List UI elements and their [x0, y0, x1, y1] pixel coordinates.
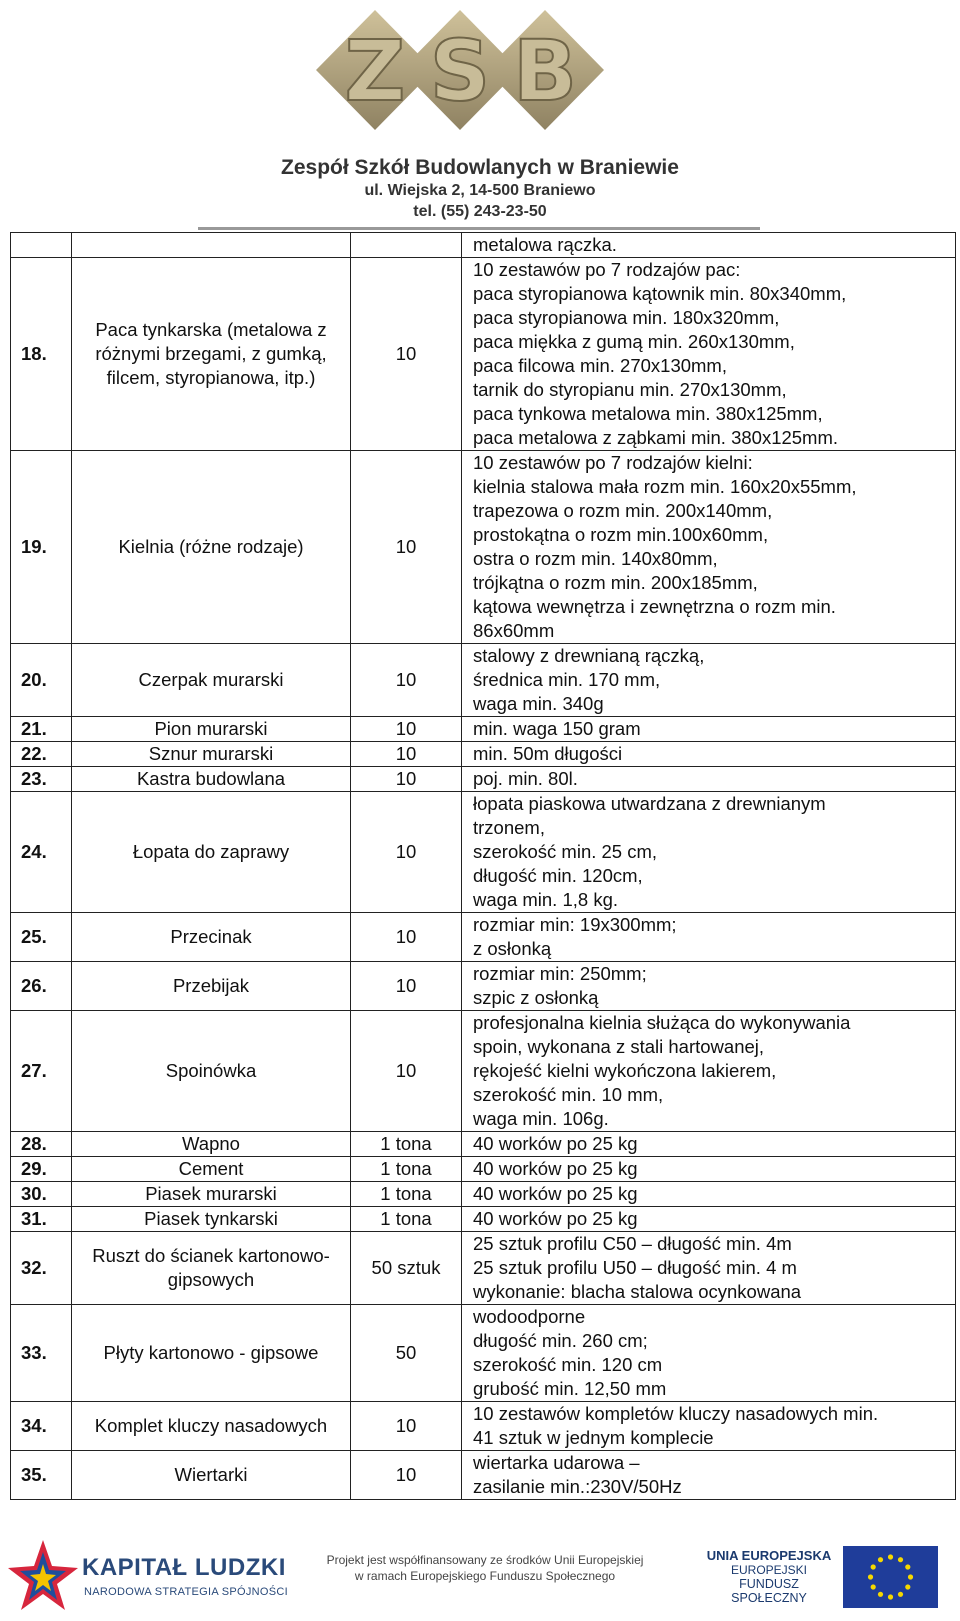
- item-description: min. waga 150 gram: [462, 717, 956, 742]
- item-description: 25 sztuk profilu C50 – długość min. 4m 25 sztuk profilu U50 – długość min. 4 m wykonanie: blacha stalowa ocynkowana: [462, 1232, 956, 1305]
- table-row: [11, 451, 956, 644]
- item-description: 10 zestawów po 7 rodzajów kielni: kielnia stalowa mała rozm min. 160x20x55mm, trapezowa o rozm min. 200x140mm, prostokątna o rozm min.100x60mm, ostra o rozm min. 140x80mm, trójkątna o rozm min. 200x185mm, kątowa wewnętrza i zewnętrzna o rozm min. 86x60mm: [462, 451, 956, 644]
- ue-label-line2: EUROPEJSKI: [730, 1563, 808, 1577]
- item-quantity: 10: [351, 717, 462, 742]
- item-name: Czerpak murarski: [72, 644, 351, 717]
- table-row: [11, 962, 956, 1011]
- page-footer: [0, 1530, 960, 1621]
- eu-star-icon: [905, 1584, 910, 1589]
- eu-flag-icon: [843, 1546, 938, 1608]
- item-description: 40 worków po 25 kg: [462, 1182, 956, 1207]
- eu-star-icon: [871, 1584, 876, 1589]
- eu-star-icon: [878, 1557, 883, 1562]
- item-name: Przecinak: [72, 913, 351, 962]
- item-quantity: 10: [351, 1402, 462, 1451]
- item-number: 27.: [11, 1011, 72, 1132]
- table-row: [11, 233, 956, 258]
- item-name: Sznur murarski: [72, 742, 351, 767]
- item-description: poj. min. 80l.: [462, 767, 956, 792]
- item-quantity: 10: [351, 792, 462, 913]
- ue-label-line1: UNIA EUROPEJSKA: [706, 1548, 832, 1563]
- item-name: Piasek murarski: [72, 1182, 351, 1207]
- svg-text:B: B: [512, 22, 578, 120]
- project-note: [300, 1552, 670, 1584]
- table-row: [11, 1182, 956, 1207]
- item-name: Komplet kluczy nasadowych: [72, 1402, 351, 1451]
- item-quantity: 10: [351, 1451, 462, 1500]
- item-name: [72, 233, 351, 258]
- item-number: 19.: [11, 451, 72, 644]
- item-description: łopata piaskowa utwardzana z drewnianym trzonem, szerokość min. 25 cm, długość min. 120cm, waga min. 1,8 kg.: [462, 792, 956, 913]
- table-row: [11, 1232, 956, 1305]
- table-row: [11, 1305, 956, 1402]
- item-quantity: 50 sztuk: [351, 1232, 462, 1305]
- item-description: stalowy z drewnianą rączką, średnica min. 170 mm, waga min. 340g: [462, 644, 956, 717]
- item-quantity: 10: [351, 451, 462, 644]
- eu-star-icon: [888, 1594, 893, 1599]
- item-quantity: 1 tona: [351, 1182, 462, 1207]
- item-description: 10 zestawów kompletów kluczy nasadowych min. 41 sztuk w jednym komplecie: [462, 1402, 956, 1451]
- item-name: Przebijak: [72, 962, 351, 1011]
- item-quantity: 10: [351, 962, 462, 1011]
- table-row: [11, 258, 956, 451]
- school-name: Zespół Szkół Budowlanych w Braniewie: [281, 156, 679, 179]
- table-row: [11, 717, 956, 742]
- kapital-ludzki-subtitle: NARODOWA STRATEGIA SPÓJNOŚCI: [84, 1586, 288, 1598]
- item-name: Spoinówka: [72, 1011, 351, 1132]
- item-name: Paca tynkarska (metalowa z różnymi brzegami, z gumką, filcem, styropianowa, itp.): [72, 258, 351, 451]
- item-description: 40 worków po 25 kg: [462, 1132, 956, 1157]
- item-quantity: [351, 233, 462, 258]
- item-description: 40 worków po 25 kg: [462, 1207, 956, 1232]
- school-address: ul. Wiejska 2, 14-500 Braniewo: [364, 182, 596, 199]
- item-quantity: 1 tona: [351, 1207, 462, 1232]
- ue-label: [705, 1548, 833, 1605]
- item-quantity: 1 tona: [351, 1157, 462, 1182]
- svg-text:S: S: [429, 22, 491, 120]
- item-number: 21.: [11, 717, 72, 742]
- item-number: 32.: [11, 1232, 72, 1305]
- eu-star-icon: [878, 1592, 883, 1597]
- project-note-line1: Projekt jest współfinansowany ze środków Unii Europejskiej: [326, 1553, 644, 1567]
- item-number: 26.: [11, 962, 72, 1011]
- item-quantity: 10: [351, 913, 462, 962]
- item-description: min. 50m długości: [462, 742, 956, 767]
- item-quantity: 10: [351, 644, 462, 717]
- school-phone: tel. (55) 243-23-50: [413, 203, 547, 220]
- eu-star-icon: [898, 1592, 903, 1597]
- item-description: wiertarka udarowa – zasilanie min.:230V/50Hz: [462, 1451, 956, 1500]
- page-header: [0, 0, 960, 232]
- table-row: [11, 1011, 956, 1132]
- item-name: Płyty kartonowo - gipsowe: [72, 1305, 351, 1402]
- item-name: Kastra budowlana: [72, 767, 351, 792]
- item-number: 29.: [11, 1157, 72, 1182]
- table-row: [11, 1207, 956, 1232]
- item-number: 22.: [11, 742, 72, 767]
- item-number: 23.: [11, 767, 72, 792]
- eu-star-icon: [898, 1557, 903, 1562]
- item-name: Pion murarski: [72, 717, 351, 742]
- item-number: 33.: [11, 1305, 72, 1402]
- item-number: [11, 233, 72, 258]
- item-number: 30.: [11, 1182, 72, 1207]
- item-number: 25.: [11, 913, 72, 962]
- item-description: metalowa rączka.: [462, 233, 956, 258]
- item-number: 24.: [11, 792, 72, 913]
- kapital-ludzki-title: KAPITAŁ LUDZKI: [82, 1554, 286, 1581]
- table-row: [11, 1451, 956, 1500]
- equipment-table: [10, 232, 956, 1500]
- table-row: [11, 1402, 956, 1451]
- table-row: [11, 1132, 956, 1157]
- item-quantity: 10: [351, 258, 462, 451]
- zsb-logo: [310, 4, 650, 154]
- eu-star-icon: [908, 1574, 913, 1579]
- item-number: 20.: [11, 644, 72, 717]
- eu-star-icon: [905, 1564, 910, 1569]
- item-name: Cement: [72, 1157, 351, 1182]
- svg-text:Z: Z: [344, 22, 406, 120]
- table-row: [11, 913, 956, 962]
- project-note-line2: w ramach Europejskiego Funduszu Społecznego: [354, 1569, 616, 1583]
- item-description: rozmiar min: 19x300mm; z osłonką: [462, 913, 956, 962]
- ue-label-line3: FUNDUSZ SPOŁECZNY: [731, 1577, 807, 1605]
- item-number: 35.: [11, 1451, 72, 1500]
- item-name: Piasek tynkarski: [72, 1207, 351, 1232]
- item-number: 34.: [11, 1402, 72, 1451]
- item-name: Ruszt do ścianek kartonowo-gipsowych: [72, 1232, 351, 1305]
- item-quantity: 10: [351, 1011, 462, 1132]
- item-quantity: 10: [351, 742, 462, 767]
- item-description: 10 zestawów po 7 rodzajów pac: paca styropianowa kątownik min. 80x340mm, paca styropianowa min. 180x320mm, paca miękka z gumą min. 260x130mm, paca filcowa min. 270x130mm, tarnik do styropianu min. 270x130mm, paca tynkowa metalowa min. 380x125mm, paca metalowa z ząbkami min. 380x125mm.: [462, 258, 956, 451]
- table-row: [11, 767, 956, 792]
- item-name: Wiertarki: [72, 1451, 351, 1500]
- item-number: 18.: [11, 258, 72, 451]
- item-quantity: 1 tona: [351, 1132, 462, 1157]
- item-description: 40 worków po 25 kg: [462, 1157, 956, 1182]
- table-row: [11, 792, 956, 913]
- item-number: 31.: [11, 1207, 72, 1232]
- item-description: wodoodporne długość min. 260 cm; szerokość min. 120 cm grubość min. 12,50 mm: [462, 1305, 956, 1402]
- item-description: rozmiar min: 250mm; szpic z osłonką: [462, 962, 956, 1011]
- item-quantity: 50: [351, 1305, 462, 1402]
- table-row: [11, 644, 956, 717]
- kapital-ludzki-star-icon: [8, 1538, 78, 1613]
- item-name: Wapno: [72, 1132, 351, 1157]
- header-divider: [198, 227, 760, 230]
- item-name: Kielnia (różne rodzaje): [72, 451, 351, 644]
- item-quantity: 10: [351, 767, 462, 792]
- table-row: [11, 742, 956, 767]
- table-row: [11, 1157, 956, 1182]
- eu-star-icon: [871, 1564, 876, 1569]
- eu-star-icon: [888, 1554, 893, 1559]
- item-number: 28.: [11, 1132, 72, 1157]
- item-name: Łopata do zaprawy: [72, 792, 351, 913]
- eu-star-icon: [868, 1574, 873, 1579]
- item-description: profesjonalna kielnia służąca do wykonywania spoin, wykonana z stali hartowanej, rękojeść kielni wykończona lakierem, szerokość min. 10 mm, waga min. 106g.: [462, 1011, 956, 1132]
